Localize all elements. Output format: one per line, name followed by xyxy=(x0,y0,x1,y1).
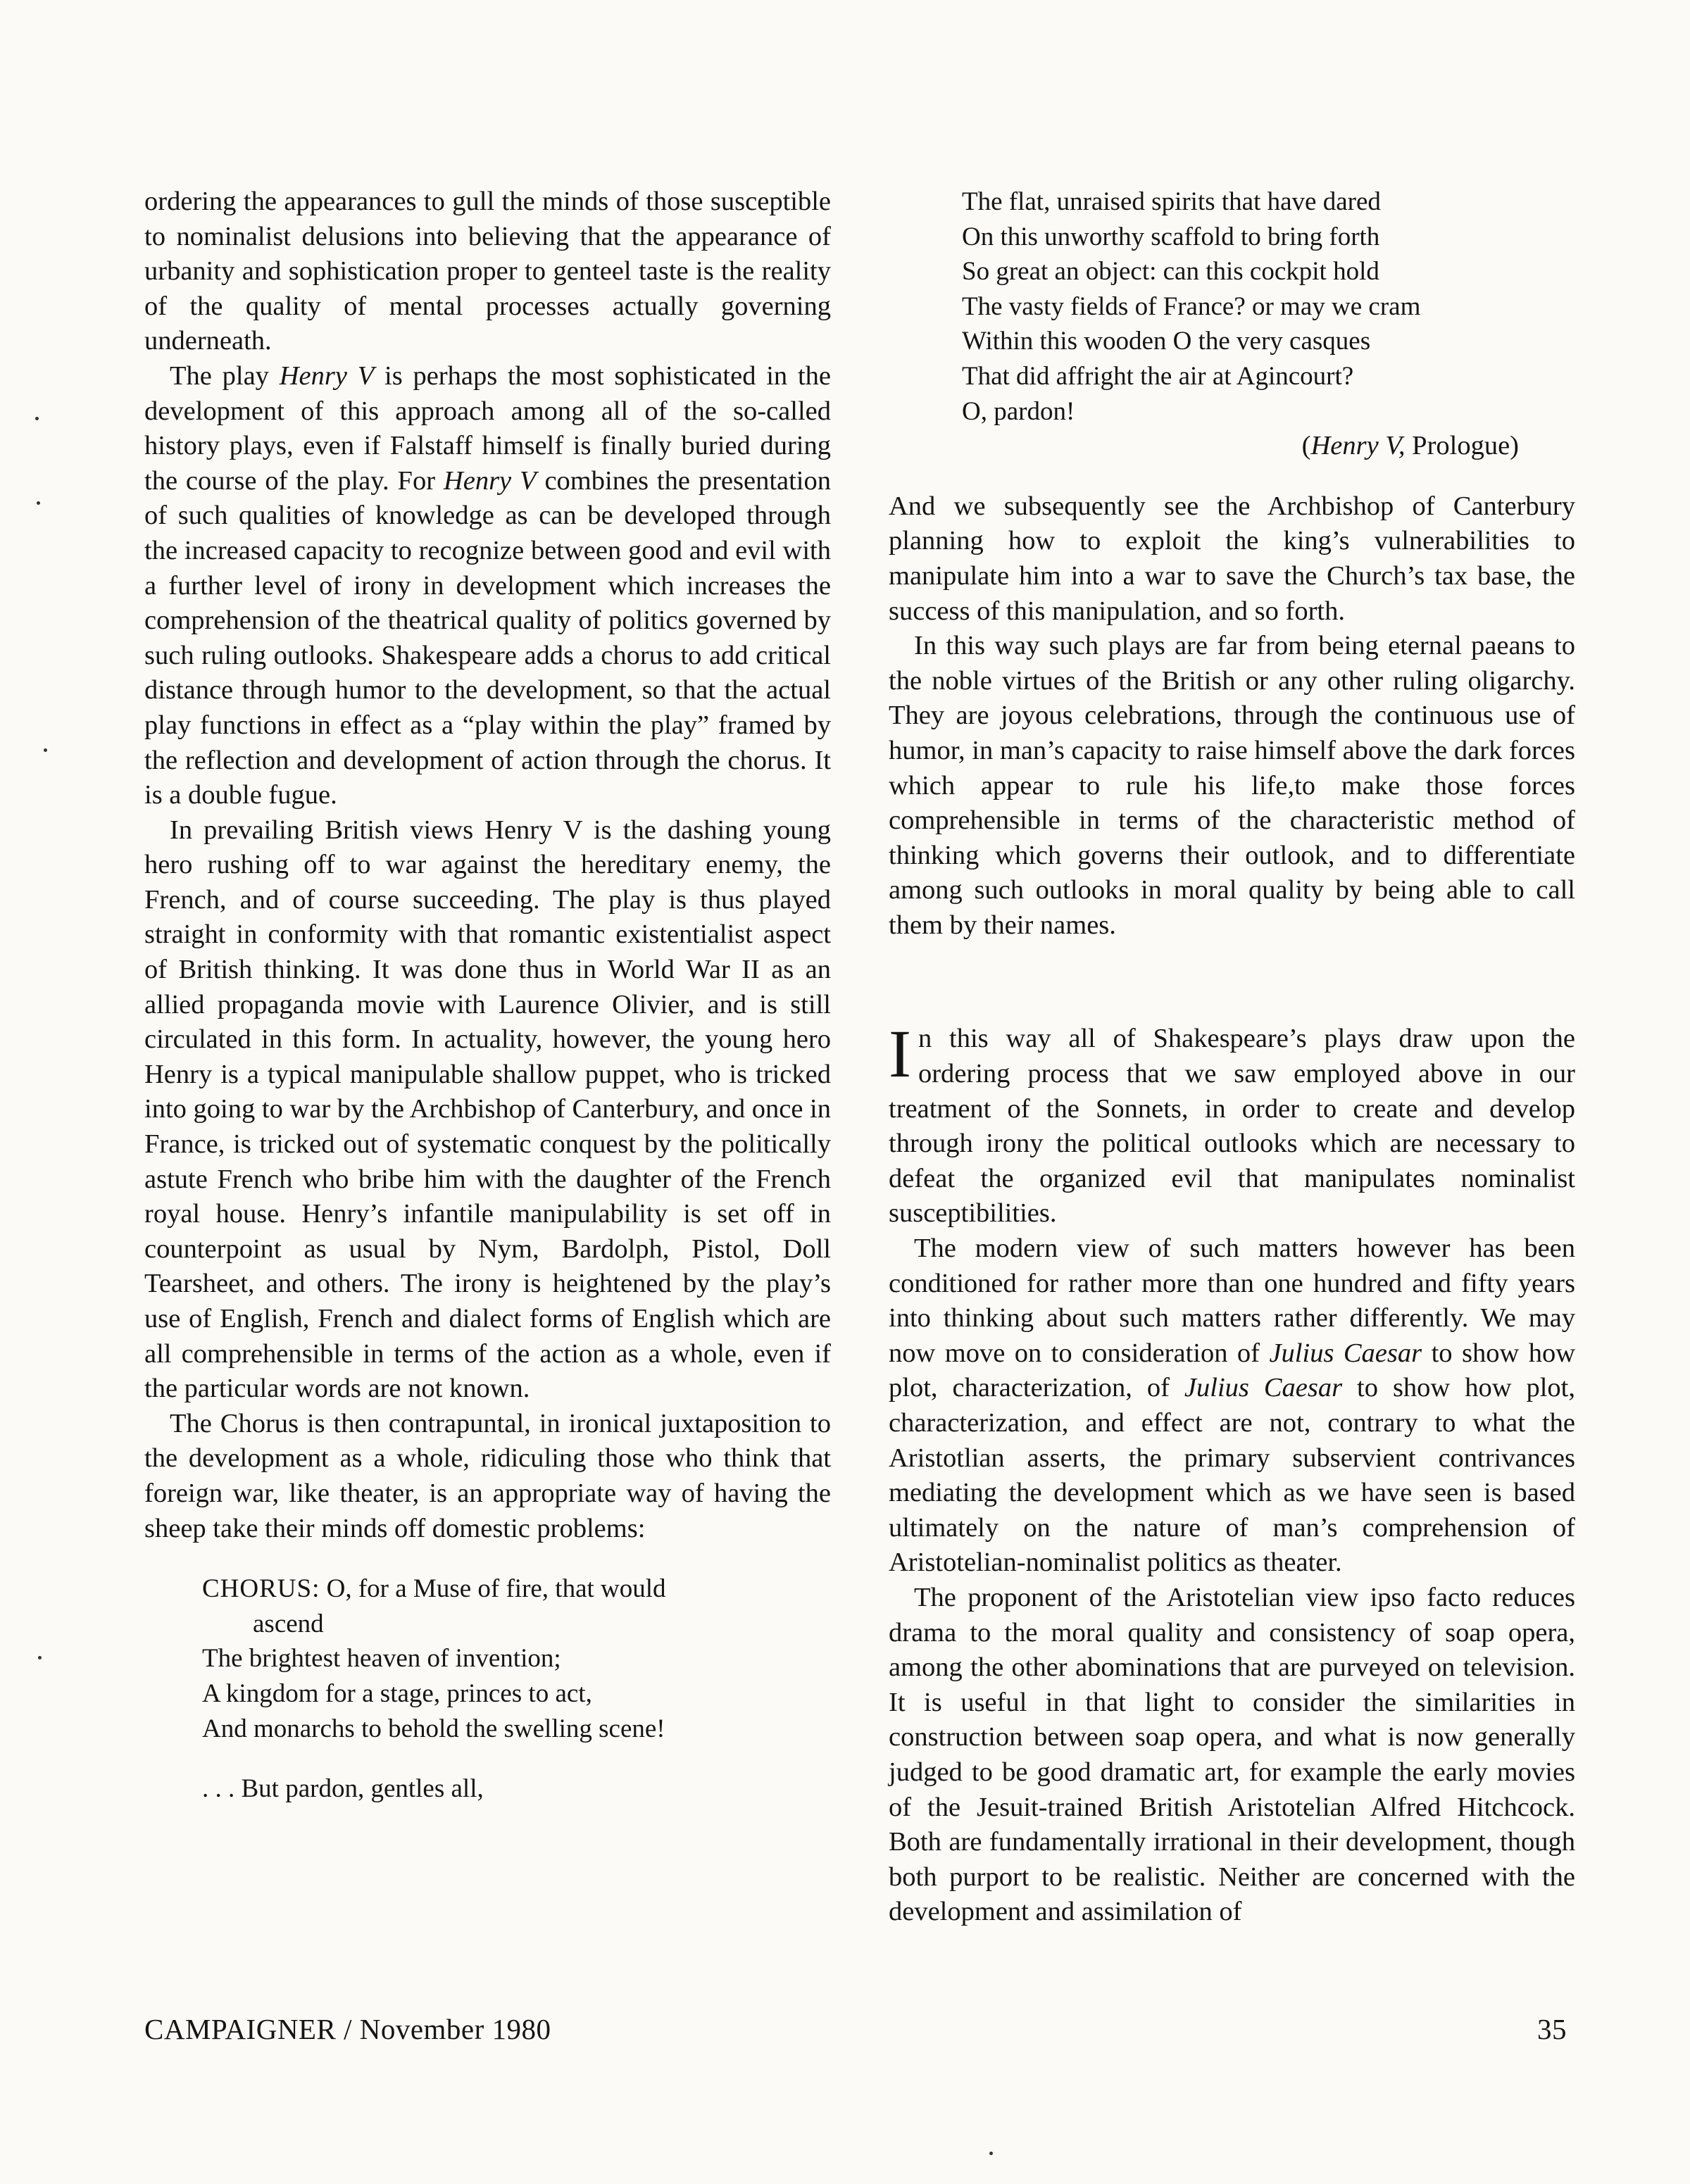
verse-line: On this unworthy scaffold to bring forth xyxy=(962,222,1380,251)
verse-line: ascend xyxy=(253,1609,324,1638)
verse-line: Within this wooden O the very casques xyxy=(962,327,1371,356)
text-run: Prologue) xyxy=(1405,431,1519,461)
text-run: The play xyxy=(170,360,280,391)
verse-line: The brightest heaven of invention; xyxy=(202,1644,561,1674)
scan-speck xyxy=(44,748,47,752)
text-run: ( xyxy=(1301,431,1311,461)
play-title: Julius Caesar xyxy=(1269,1338,1422,1368)
paragraph: ordering the appearances to gull the minds of those susceptible to nominalist delusions into believing that the appearance of urbanity and sophistication proper to genteel taste is the reality of the quality of mental processes actually governing underneath. xyxy=(144,187,831,356)
verse-line: . . . But pardon, gentles all, xyxy=(202,1774,484,1804)
scan-speck xyxy=(37,501,40,505)
verse-quote xyxy=(144,1571,831,1807)
scan-speck xyxy=(38,1656,42,1659)
section xyxy=(889,1016,1576,1929)
paragraph xyxy=(889,1231,1575,1581)
publication-footer: CAMPAIGNER / November 1980 xyxy=(144,2013,551,2045)
verse-text: O, for a Muse of fire, that would xyxy=(326,1574,666,1604)
text-run: to show how plot, characterization, and effect are not, contrary to what the Aristotlian asserts, the primary subservient contrivances mediating the development which as we have seen is based ultimately on the nature of man’s comprehension of Aristotelian-nominalist politics as theater. xyxy=(889,1373,1575,1578)
verse-line: The vasty fields of France? or may we cram xyxy=(962,291,1421,321)
speaker-label: CHORUS: xyxy=(202,1574,320,1604)
page-number: 35 xyxy=(1537,2013,1567,2045)
paragraph xyxy=(889,1016,1575,1231)
verse-line xyxy=(202,1571,831,1607)
text-run: n this way all of Shakespeare’s plays draw upon the ordering process that we saw employed above in our treatment of the Sonnets, in order to create and develop through irony the political outlooks which are necessary to defeat the organized evil that manipulates nominalist susceptibilities. xyxy=(889,1024,1575,1229)
paragraph: In prevailing British views Henry V is the dashing young hero rushing off to war against the hereditary enemy, the French, and of course succeeding. The play is thus played straight in conformity with that romantic existentialist aspect of British thinking. It was done thus in World War II as an allied propaganda movie with Laurence Olivier, and is still circulated in this form. In actuality, however, the young hero Henry is a typical manipulable shallow puppet, who is tricked into going to war by the Archbishop of Canterbury, and once in France, is tricked out of systematic conquest by the politically astute French who bribe him with the daughter of the French royal house. Henry’s infantile manipulability is set off in counterpoint as usual by Nym, Bardolph, Pistol, Doll Tearsheet, and others. The irony is heightened by the play’s use of English, French and dialect forms of English which are all comprehensible in terms of the action as a whole, even if the particular words are not known. xyxy=(144,815,831,1404)
play-title: Henry V xyxy=(279,360,375,391)
play-title: Henry V, xyxy=(1310,431,1406,461)
verse-line: O, pardon! xyxy=(962,396,1075,426)
scan-speck xyxy=(35,417,39,420)
text-run: The modern view of such matters however has been conditioned for rather more than one hundred and fifty years into thinking about such matters rather differently. We may now move on to consideration of xyxy=(889,1234,1575,1368)
paragraph: In this way such plays are far from being eternal paeans to the noble virtues of the British or any other ruling oligarchy. They are joyous celebrations, through the continuous use of humor, in man’s capacity to raise himself above the dark forces which appear to rule his life,to make those forces comprehensible in terms of the characteristic method of thinking which governs their outlook, and to differentiate among such outlooks in moral quality by being able to call them by their names. xyxy=(889,631,1575,940)
play-title: Julius Caesar xyxy=(1184,1373,1343,1403)
text-run: is perhaps the most sophisticated in the development of this approach among all of the so-called history plays, even if Falstaff himself is finally buried during the course of the play. For xyxy=(144,360,831,496)
paragraph: The proponent of the Aristotelian view ipso facto reduces drama to the moral quality and consistency of soap opera, among the other abominations that are purveyed on television. It is useful in that light to consider the similarities in construction between soap opera, and what is now generally judged to be good dramatic art, for example the early movies of the Jesuit-trained British Aristotelian Alfred Hitchcock. Both are fundamentally irrational in their development, though both purport to be realistic. Neither are concerned with the development and assimilation of xyxy=(889,1582,1575,1927)
verse-line: That did affright the air at Agincourt? xyxy=(962,361,1354,391)
text-run: combines the presentation of such qualities of knowledge as can be developed through the increased capacity to recognize between good and evil with a further level of irony in development which increases the comprehension of the theatrical quality of politics governed by such ruling outlooks. Shakespeare adds a chorus to add critical distance through humor to the development, so that the actual play functions in effect as a “play within the play” framed by the reflection and development of action through the chorus. It is a double fugue. xyxy=(144,465,832,810)
paragraph: And we subsequently see the Archbishop of Canterbury planning how to exploit the king’s vulnerabilities to manipulate him into a war to save the Church’s tax base, the success of this manipulation, and so forth. xyxy=(889,491,1575,626)
play-title: Henry V xyxy=(443,465,537,496)
verse-quote-continued xyxy=(889,184,1575,429)
scan-speck xyxy=(989,2152,993,2155)
drop-cap: I xyxy=(889,1016,911,1092)
text-run: to show how plot, characterization, of xyxy=(889,1338,1576,1403)
paragraph xyxy=(144,359,831,813)
right-column xyxy=(889,184,1575,1930)
verse-line: The flat, unraised spirits that have dared xyxy=(962,187,1381,216)
paragraph: The Chorus is then contrapuntal, in ironical juxtaposition to the development as a whole, ridiculing those who think that foreign war, like theater, is an appropriate way of having the sheep take their minds off domestic problems: xyxy=(144,1408,831,1543)
left-column xyxy=(144,184,831,1807)
verse-line: A kingdom for a stage, princes to act, xyxy=(202,1678,592,1708)
verse-attribution xyxy=(889,429,1575,464)
verse-line: And monarchs to behold the swelling scene! xyxy=(202,1714,665,1743)
verse-line: So great an object: can this cockpit hold xyxy=(962,257,1379,287)
